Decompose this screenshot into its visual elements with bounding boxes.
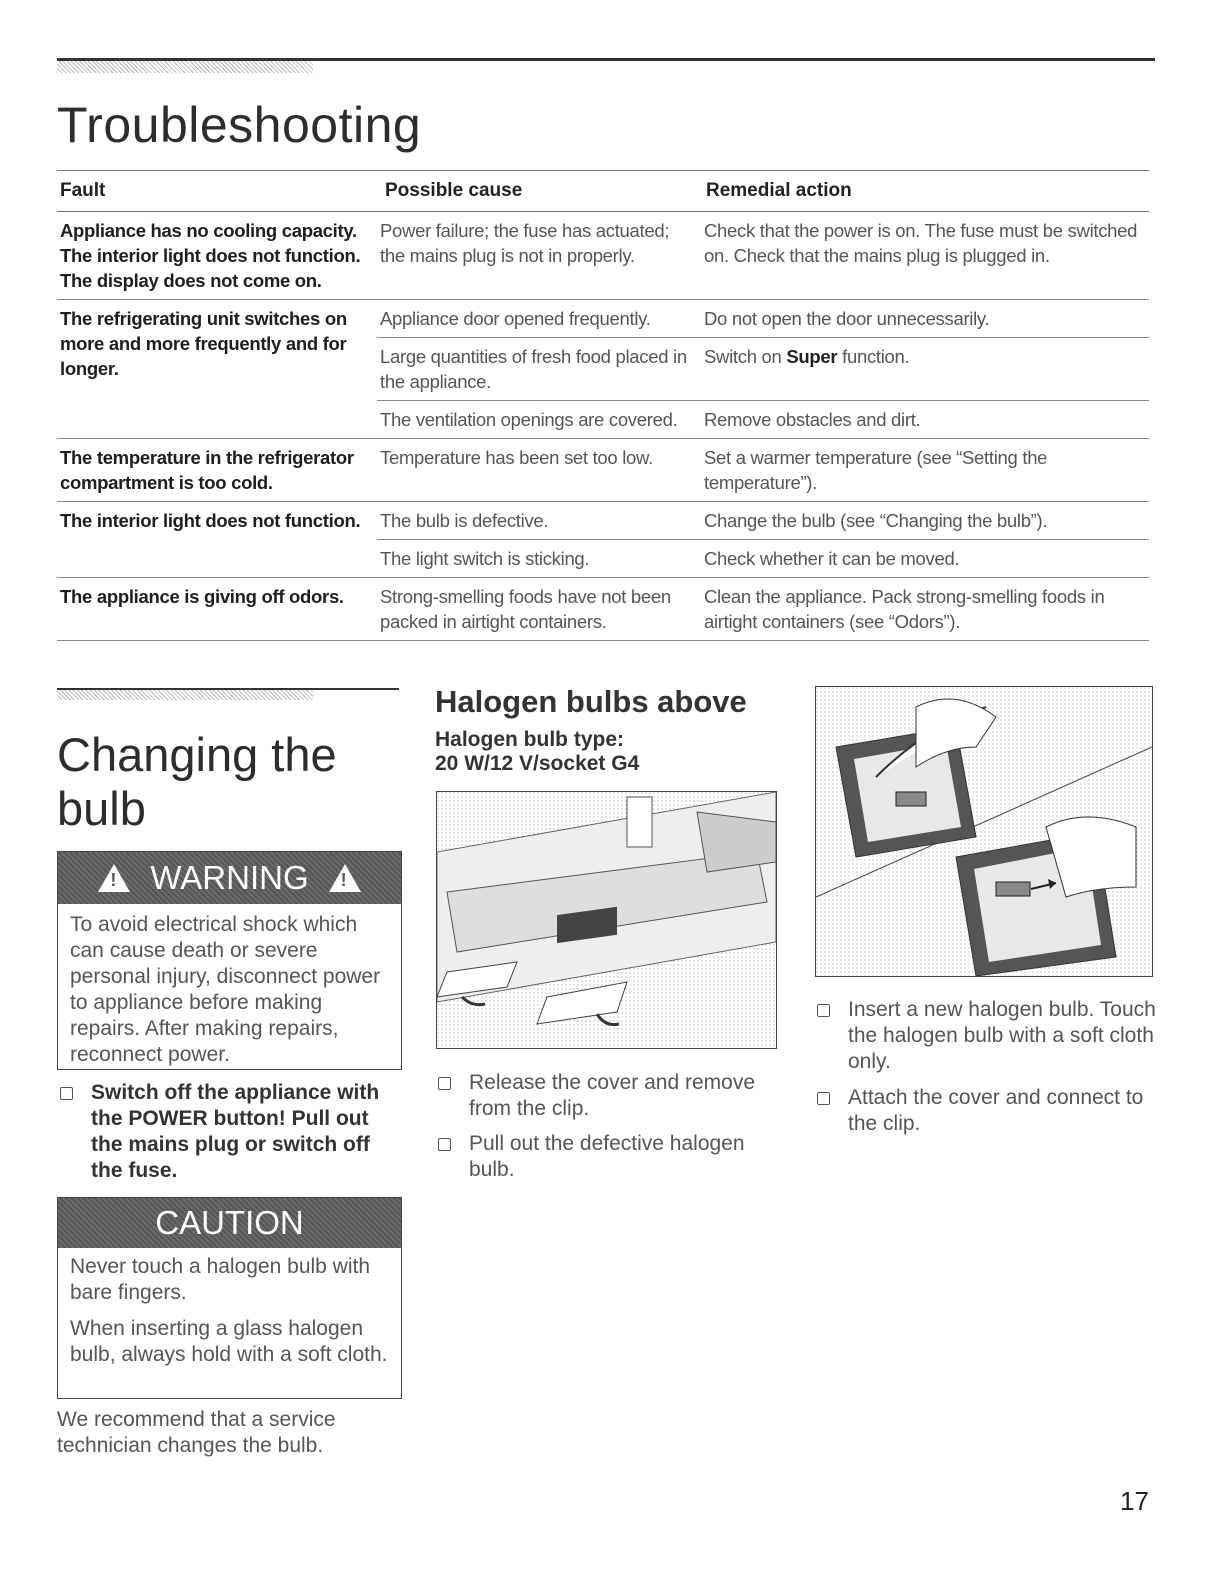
- step-text: Switch off the appliance with the POWER button! Pull out the mains plug or switch off the fuse.: [91, 1081, 380, 1182]
- warning-text: To avoid electrical shock which can cause death or severe personal injury, disconnect power to appliance before making repairs. After making repairs, reconnect power.: [70, 913, 381, 1066]
- cause-cell: Strong-smelling foods have not been packed in airtight containers.: [380, 586, 671, 632]
- step-switch-off: [60, 1080, 395, 1184]
- cause-cell: Power failure; the fuse has actuated; the mains plug is not in properly.: [380, 220, 670, 266]
- warning-triangle-icon: !: [329, 864, 361, 892]
- warning-triangle-icon: !: [98, 864, 130, 892]
- table-row: [57, 502, 1149, 578]
- step-pull-out-bulb: [438, 1131, 768, 1183]
- caution-text-2: When inserting a glass halogen bulb, always hold with a soft cloth.: [70, 1317, 388, 1366]
- changing-bulb-title: [57, 728, 337, 836]
- cause-cell: Large quantities of fresh food placed in the appliance.: [380, 346, 687, 392]
- checkbox-bullet-icon: [438, 1077, 451, 1090]
- cause-cell: The bulb is defective.: [380, 510, 549, 531]
- checkbox-bullet-icon: [817, 1004, 830, 1017]
- table-row: [57, 300, 1149, 439]
- fault-cell: The refrigerating unit switches on more and more frequently and for longer.: [60, 308, 347, 379]
- top-rule-tab: [57, 58, 313, 73]
- super-label: Super: [786, 346, 838, 367]
- caution-text-1: Never touch a halogen bulb with bare fingers.: [70, 1255, 371, 1304]
- action-cell: Check that the power is on. The fuse must be switched on. Check that the mains plug is plugged in.: [704, 220, 1138, 266]
- checkbox-bullet-icon: [817, 1092, 830, 1105]
- halogen-subtitle: [435, 728, 639, 776]
- fault-cell: The interior light does not function.: [60, 510, 361, 531]
- header-cause: Possible cause: [385, 180, 523, 201]
- header-fault: Fault: [60, 180, 106, 201]
- caution-header: [58, 1198, 401, 1248]
- fault-cell: Appliance has no cooling capacity. The interior light does not function. The display does not come on.: [60, 220, 361, 291]
- fault-cell: The appliance is giving off odors.: [60, 586, 344, 607]
- cause-cell: The ventilation openings are covered.: [380, 409, 678, 430]
- halogen-title: Halogen bulbs above: [435, 684, 747, 719]
- cause-cell: Appliance door opened frequently.: [380, 308, 651, 329]
- table-row: [57, 439, 1149, 502]
- troubleshooting-table: [57, 170, 1149, 641]
- table-row: [57, 578, 1149, 641]
- action-cell: Change the bulb (see “Changing the bulb”).: [704, 510, 1048, 531]
- step-text: Insert a new halogen bulb. Touch the halogen bulb with a soft cloth only.: [848, 998, 1156, 1073]
- section-rule-tab: [57, 688, 313, 700]
- action-text: Switch on: [704, 346, 787, 367]
- action-text: function.: [837, 346, 910, 367]
- warning-box: [57, 851, 402, 1070]
- title-line: bulb: [57, 782, 146, 835]
- header-action: Remedial action: [706, 180, 852, 201]
- caution-title: CAUTION: [155, 1204, 304, 1241]
- action-cell: [701, 338, 1149, 400]
- bulb-replacement-illustration: [815, 686, 1153, 977]
- checkbox-bullet-icon: [60, 1087, 73, 1100]
- step-text: Attach the cover and connect to the clip.: [848, 1086, 1144, 1135]
- step-attach-cover: [817, 1085, 1157, 1137]
- step-text: Release the cover and remove from the clip.: [469, 1071, 755, 1120]
- light-cover-illustration: [436, 791, 777, 1049]
- title-line: Changing the: [57, 728, 337, 781]
- fault-cell: The temperature in the refrigerator compartment is too cold.: [60, 447, 354, 493]
- bulb-type-value: 20 W/12 V/socket G4: [435, 752, 640, 775]
- table-row: [57, 212, 1149, 300]
- step-text: Pull out the defective halogen bulb.: [469, 1132, 745, 1181]
- action-cell: Clean the appliance. Pack strong-smelling foods in airtight containers (see “Odors”).: [704, 586, 1105, 632]
- checkbox-bullet-icon: [438, 1138, 451, 1151]
- action-cell: Do not open the door unnecessarily.: [704, 308, 990, 329]
- warning-title: WARNING: [150, 859, 309, 896]
- bulb-type-label: Halogen bulb type:: [435, 728, 624, 751]
- warning-header: [58, 852, 401, 904]
- step-insert-bulb: [817, 997, 1157, 1075]
- action-cell: Check whether it can be moved.: [704, 548, 960, 569]
- step-release-cover: [438, 1070, 768, 1122]
- action-cell: Set a warmer temperature (see “Setting the temperature”).: [704, 447, 1048, 493]
- cause-cell: The light switch is sticking.: [380, 548, 590, 569]
- cause-cell: Temperature has been set too low.: [380, 447, 653, 468]
- action-cell: Remove obstacles and dirt.: [704, 409, 921, 430]
- caution-box: [57, 1197, 402, 1399]
- page-number: 17: [1120, 1486, 1149, 1516]
- recommend-text: We recommend that a service technician changes the bulb.: [57, 1408, 336, 1457]
- troubleshooting-title: Troubleshooting: [57, 97, 422, 153]
- table-header: [57, 170, 1149, 212]
